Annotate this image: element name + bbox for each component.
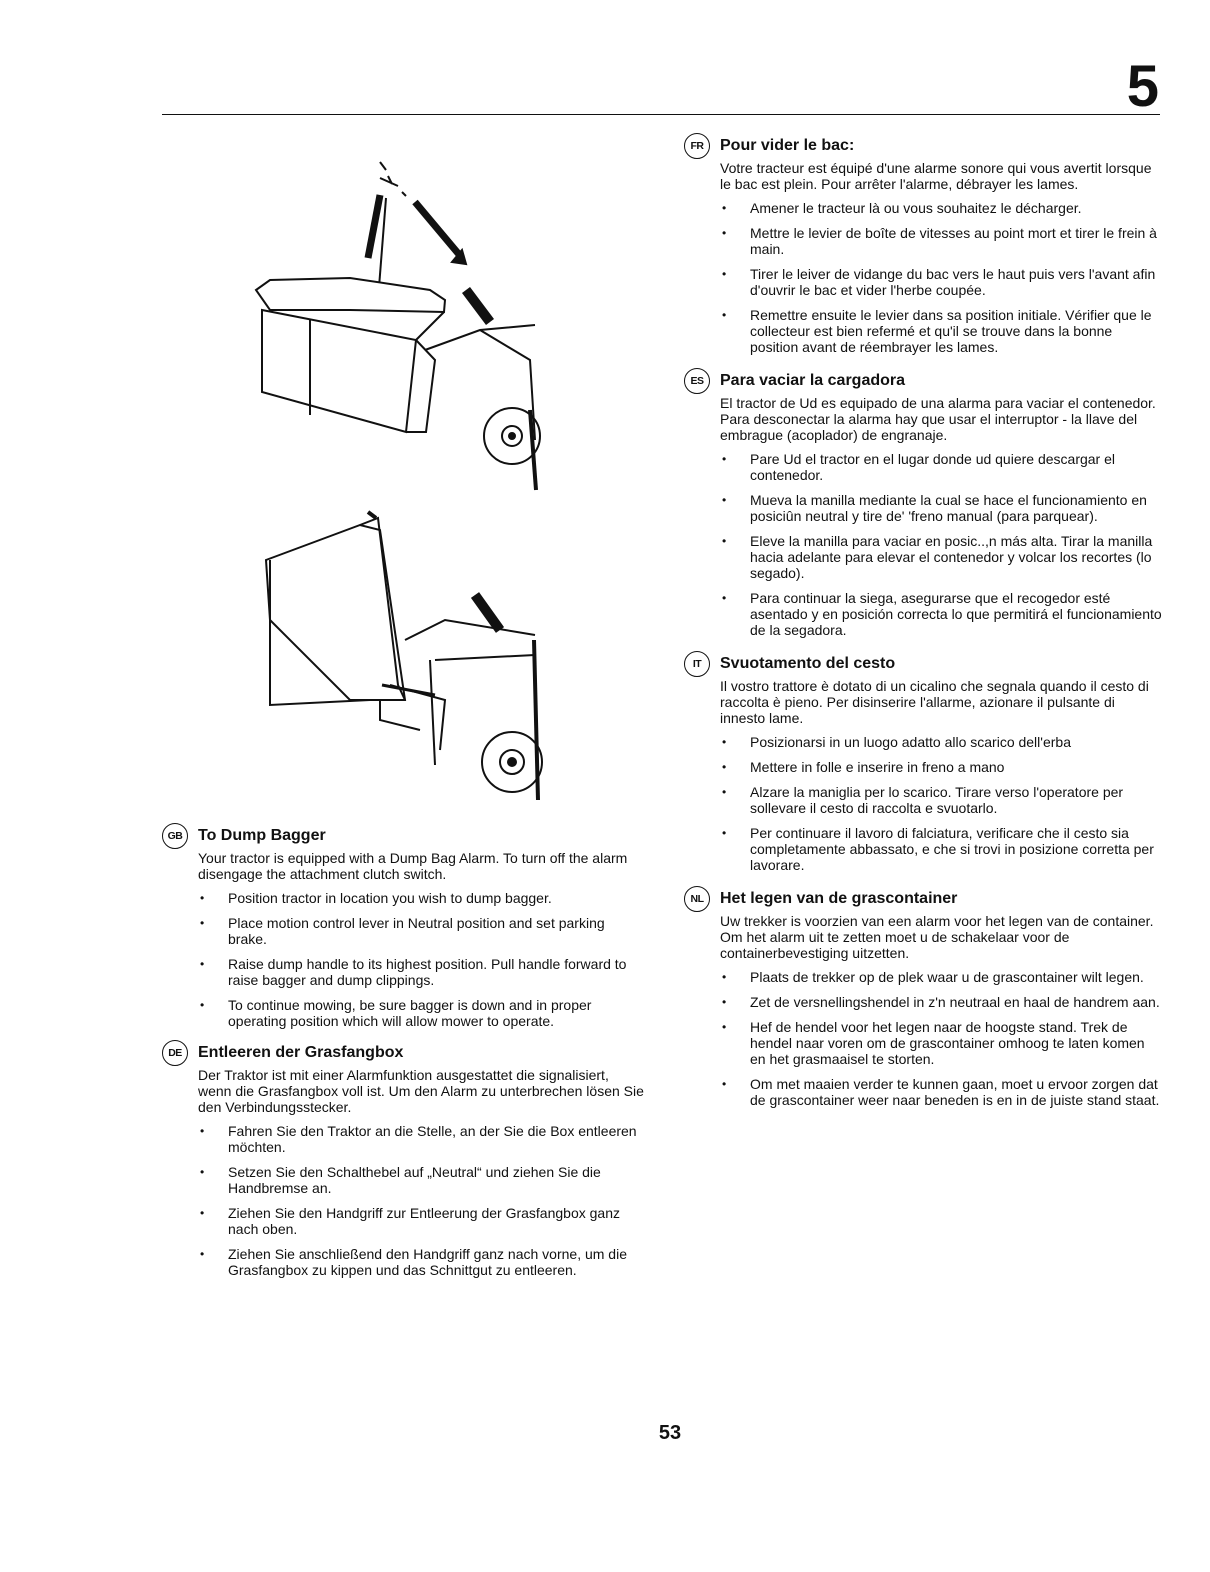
bullet-list-fr: [720, 200, 1162, 355]
header-rule: [162, 114, 1160, 115]
lang-badge-nl: NL: [684, 886, 710, 912]
bullet-list-es: [720, 451, 1162, 638]
section-intro-es: El tractor de Ud es equipado de una alarma para vaciar el contenedor. Para desconectar la alarma hay que usar el interruptor - la llave del embrague (acoplador) de engranaje.: [720, 395, 1156, 443]
list-item: • Amener le tracteur là ou vous souhaitez le décharger.: [720, 200, 1162, 216]
section-intro-nl: Uw trekker is voorzien van een alarm voor het legen van de container. Om het alarm uit te zetten moet u de schakelaar voor de containerbevestiging uitzetten.: [720, 913, 1154, 961]
page-number: 53: [658, 1422, 682, 1444]
bullet-list-it: [720, 734, 1162, 873]
left-column: [167, 826, 644, 1287]
list-item: • To continue mowing, be sure bagger is down and in proper operating position which will allow mower to operate.: [198, 997, 644, 1029]
bullet-list-de: [198, 1123, 644, 1278]
dump-bagger-illustration: [230, 140, 550, 820]
list-item: • Posizionarsi in un luogo adatto allo scarico dell'erba: [720, 734, 1162, 750]
bagger-top-figure: [256, 278, 540, 490]
chapter-number: 5: [1126, 54, 1158, 119]
list-item: • Mettre le levier de boîte de vitesses au point mort et tirer le frein à main.: [720, 225, 1162, 257]
section-title-de: Entleeren der Grasfangbox: [198, 1044, 404, 1061]
lang-badge-de: DE: [162, 1040, 188, 1066]
bagger-raised-figure: [266, 512, 542, 800]
lang-badge-gb: GB: [162, 823, 188, 849]
list-item: • Remettre ensuite le levier dans sa position initiale. Vérifier que le collecteur est bien refermé et qu'il se trouve dans la bonne position avant de réembrayer les lames.: [720, 307, 1162, 355]
section-de: [168, 1043, 644, 1278]
section-title-es: Para vaciar la cargadora: [720, 372, 906, 389]
list-item: • Eleve la manilla para vaciar en posic..,n más alta. Tirar la manilla hacia adelante para elevar el contenedor y volcar los recortes (lo segado).: [720, 533, 1162, 581]
list-item: • Om met maaien verder te kunnen gaan, moet u ervoor zorgen dat de grascontainer weer naar beneden is en in de juiste stand staat.: [720, 1076, 1162, 1108]
list-item: • Alzare la maniglia per lo scarico. Tirare verso l'operatore per sollevare il cesto di raccolta e svuotarlo.: [720, 784, 1162, 816]
right-column: [690, 136, 1162, 1117]
list-item: • Position tractor in location you wish to dump bagger.: [198, 890, 644, 906]
list-item: • Zet de versnellingshendel in z'n neutraal en haal de handrem aan.: [720, 994, 1162, 1010]
section-intro-de: Der Traktor ist mit einer Alarmfunktion ausgestattet die signalisiert, wenn die Grasfangbox voll ist. Um den Alarm zu unterbrechen lösen Sie den Verbindungsstecker.: [198, 1067, 644, 1115]
bullet-list-nl: [720, 969, 1162, 1108]
lang-badge-it: IT: [684, 651, 710, 677]
list-item: • Hef de hendel voor het legen naar de hoogste stand. Trek de hendel naar voren om de grascontainer omhoog te laten komen en het grasmaaisel te storten.: [720, 1019, 1162, 1067]
list-item: • Place motion control lever in Neutral position and set parking brake.: [198, 915, 644, 947]
list-item: • Setzen Sie den Schalthebel auf „Neutral“ und ziehen Sie die Handbremse an.: [198, 1164, 644, 1196]
section-title-gb: To Dump Bagger: [198, 827, 326, 844]
list-item: • Pare Ud el tractor en el lugar donde ud quiere descargar el contenedor.: [720, 451, 1162, 483]
list-item: • Raise dump handle to its highest position. Pull handle forward to raise bagger and dump clippings.: [198, 956, 644, 988]
list-item: • Mettere in folle e inserire in freno a mano: [720, 759, 1162, 775]
section-title-nl: Het legen van de grascontainer: [720, 890, 958, 907]
list-item: • Para continuar la siega, asegurarse que el recogedor esté asentado y en posición correcta lo que permitirá el funcionamiento de la segadora.: [720, 590, 1162, 638]
section-intro-fr: Votre tracteur est équipé d'une alarme sonore qui vous avertit lorsque le bac est plein. Pour arrêter l'alarme, débrayer les lames.: [720, 160, 1152, 192]
section-gb: [167, 826, 644, 1029]
section-intro-it: Il vostro trattore è dotato di un cicalino che segnala quando il cesto di raccolta è pieno. Per disinserire l'allarme, azionare il pulsante di innesto lame.: [720, 678, 1149, 726]
section-it: [692, 654, 1162, 873]
list-item: • Plaats de trekker op de plek waar u de grascontainer wilt legen.: [720, 969, 1162, 985]
list-item: • Mueva la manilla mediante la cual se hace el funcionamiento en posiciûn neutral y tire de' 'freno manual (para parquear).: [720, 492, 1162, 524]
section-nl: [690, 889, 1162, 1108]
section-title-it: Svuotamento del cesto: [720, 655, 896, 672]
list-item: • Per continuare il lavoro di falciatura, verificare che il cesto sia completamente abbassato, e che si trovi in posizione corretta per lavorare.: [720, 825, 1162, 873]
list-item: • Fahren Sie den Traktor an die Stelle, an der Sie die Box entleeren möchten.: [198, 1123, 644, 1155]
lang-badge-es: ES: [684, 368, 710, 394]
lang-badge-fr: FR: [684, 133, 710, 159]
list-item: • Ziehen Sie den Handgriff zur Entleerung der Grasfangbox ganz nach oben.: [198, 1205, 644, 1237]
section-es: [690, 371, 1162, 638]
section-intro-gb: Your tractor is equipped with a Dump Bag Alarm. To turn off the alarm disengage the attachment clutch switch.: [198, 850, 628, 882]
section-title-fr: Pour vider le bac:: [720, 137, 855, 154]
list-item: • Tirer le leiver de vidange du bac vers le haut puis vers l'avant afin d'ouvrir le bac et vider l'herbe coupée.: [720, 266, 1162, 298]
list-item: • Ziehen Sie anschließend den Handgriff ganz nach vorne, um die Grasfangbox zu kippen und das Schnittgut zu entleeren.: [198, 1246, 644, 1278]
section-fr: [690, 136, 1162, 355]
lift-arrows-icon: [368, 162, 466, 300]
bullet-list-gb: [198, 890, 644, 1029]
